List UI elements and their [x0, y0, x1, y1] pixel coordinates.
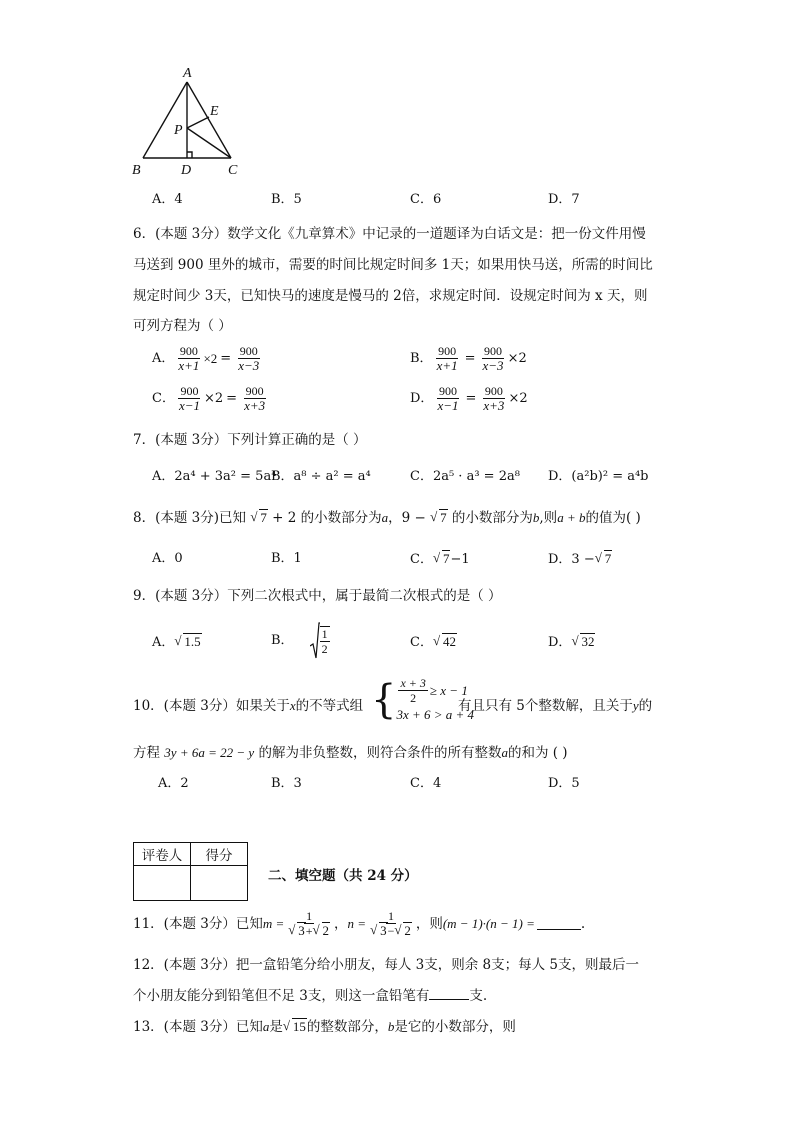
denominator: x−1 — [437, 398, 459, 413]
q10-option-b: B．3 — [271, 776, 302, 791]
sqrt — [433, 550, 451, 568]
numerator: x + 3 — [400, 676, 426, 690]
q10-line-1-tail — [458, 697, 652, 715]
sqrt — [283, 1018, 307, 1036]
numerator: 1 — [321, 627, 328, 641]
numerator: 900 — [179, 344, 198, 358]
var-b: b — [532, 510, 540, 525]
point-b-label: B — [132, 163, 141, 178]
operator: − — [387, 924, 395, 938]
q10-mid: 的不等式组 — [295, 698, 364, 714]
q10-equation: 3y + 6a = 22 − y — [164, 745, 255, 760]
sqrt — [430, 509, 448, 527]
section-title: 二、填空题（共 24 分） — [268, 868, 418, 884]
denominator: x+3 — [483, 398, 505, 413]
grader-header: 评卷人 — [134, 843, 191, 866]
inequality-2: 3x + 6 > a + 4 — [396, 707, 475, 722]
q12-line2-post: 支. — [469, 988, 488, 1004]
q9-option-d-label: D． — [548, 635, 572, 650]
q8-post: 的值为( ) — [585, 510, 641, 526]
q10-option-a: A．2 — [158, 776, 189, 791]
denominator: x−1 — [178, 398, 200, 413]
sqrt — [370, 924, 388, 938]
fraction — [481, 384, 506, 413]
comma: ， — [334, 915, 348, 932]
q6-option-d-label: D． — [410, 390, 434, 406]
fraction — [236, 344, 261, 373]
denominator: x+1 — [436, 358, 458, 373]
q8-option-a: A．0 — [152, 551, 183, 566]
q12-line-1: 12．(本题 3分）把一盒铅笔分给小朋友，每人 3支，则余 8支；每人 5支，则最后一 — [133, 957, 639, 973]
q6-line-3: 规定时间少 3天，已知快马的速度是慢马的 2倍，求规定时间．设规定时间为 x 天，则 — [133, 288, 648, 304]
q12-line-2 — [133, 987, 487, 1005]
q5-option-c: C．6 — [410, 192, 442, 207]
radicand: 3 — [380, 923, 387, 938]
sqrt — [250, 509, 268, 527]
answer-blank[interactable] — [429, 987, 469, 1000]
radicand: 7 — [260, 510, 267, 525]
numerator: 900 — [484, 344, 503, 358]
fraction-n — [368, 909, 414, 938]
denominator: x+1 — [178, 358, 200, 373]
var-a: a — [381, 510, 389, 525]
triangle-figure — [128, 62, 248, 182]
q8-option-c-label: C． — [410, 552, 433, 567]
q6-option-b-label: B． — [410, 350, 433, 366]
q9-option-c-label: C． — [410, 635, 433, 650]
radicand: 7 — [604, 551, 612, 566]
m-equals: m = — [262, 915, 285, 931]
q8-option-c-tail: −1 — [450, 552, 470, 567]
q12-line2-pre: 个小朋友能分到铅笔但不足 3支，则这一盒铅笔有 — [133, 988, 430, 1004]
numerator: 900 — [245, 384, 264, 398]
q11-post: ，则 — [415, 915, 443, 932]
q10-line2-pre: 方程 — [133, 745, 160, 761]
q8-mid2: ，9 − — [388, 510, 426, 526]
side-ac — [187, 82, 231, 158]
q8-option-b: B．1 — [271, 551, 302, 566]
fraction — [177, 384, 202, 413]
inequality-1-rest: ≥ x − 1 — [429, 682, 468, 698]
sqrt — [433, 633, 457, 651]
sqrt — [313, 924, 331, 938]
denominator: x−3 — [238, 358, 260, 373]
sqrt — [174, 633, 201, 651]
times-two: ×2 — [204, 390, 224, 406]
denominator — [286, 924, 332, 938]
q11-end: . — [580, 915, 586, 932]
equals: = — [220, 350, 232, 366]
q5-option-a: A．4 — [152, 192, 183, 207]
q10-line2-post: 的和为 ( ) — [507, 745, 568, 761]
q7-option-d: D．(a²b)² = a⁴b — [548, 469, 649, 484]
q11-expression: (m − 1)·(n − 1) = — [442, 915, 535, 931]
numerator: 900 — [438, 344, 457, 358]
sqrt — [595, 550, 613, 568]
q10-pre: 10．(本题 3分）如果关于 — [133, 698, 290, 714]
q9-option-a — [152, 633, 202, 652]
denominator: x−3 — [482, 358, 504, 373]
grader-score-table — [133, 842, 248, 901]
q6-option-a — [152, 344, 263, 373]
score-cell — [191, 866, 248, 901]
fraction — [242, 384, 267, 413]
q8-stem — [133, 509, 641, 527]
var-a: a — [262, 1019, 270, 1034]
right-angle-mark — [187, 152, 192, 158]
point-c-label: C — [228, 163, 238, 178]
n-equals: n = — [347, 915, 367, 931]
denominator: 2 — [321, 642, 328, 656]
fraction — [176, 344, 201, 373]
q5-option-d: D．7 — [548, 192, 580, 207]
answer-blank[interactable] — [537, 917, 581, 930]
fraction — [435, 384, 460, 413]
fraction — [398, 676, 427, 705]
numerator: 900 — [239, 344, 258, 358]
q8-option-d-label: D．3 − — [548, 552, 595, 567]
q13-pre: 13．(本题 3分）已知 — [133, 1019, 263, 1035]
q13-stem — [133, 1018, 516, 1036]
q7-stem: 7．(本题 3分）下列计算正确的是（ ） — [133, 432, 367, 448]
numerator: 1 — [387, 909, 394, 923]
radicand: 2 — [322, 923, 330, 938]
q10-post1: 有且只有 5个整数解，且关于 — [458, 698, 633, 714]
segment-pc — [187, 128, 231, 158]
q10-line2-mid: 的解为非负整数，则符合条件的所有整数 — [258, 745, 502, 761]
equals: = — [465, 390, 477, 406]
radicand: 32 — [581, 634, 595, 649]
q5-option-b: B．5 — [271, 192, 302, 207]
segment-pe — [187, 117, 209, 128]
radicand: 3 — [298, 923, 305, 938]
radicand: 7 — [442, 551, 450, 566]
q13-mid2: 的整数部分， — [306, 1019, 388, 1035]
q11-stem — [133, 909, 585, 938]
grader-cell — [134, 866, 191, 901]
q6-option-b — [410, 344, 527, 373]
sqrt — [288, 924, 306, 938]
q6-line-2: 马送到 900 里外的城市，需要的时间比规定时间多 1天；如果用快马送，所需的时间比 — [133, 257, 653, 273]
sqrt — [571, 633, 595, 651]
left-brace: { — [371, 676, 397, 723]
score-header: 得分 — [191, 843, 248, 866]
radicand: 1.5 — [184, 634, 201, 649]
times-two: ×2 — [507, 350, 527, 366]
q13-mid1: 是 — [269, 1019, 283, 1035]
point-d-label: D — [181, 163, 192, 178]
var-alpha: a — [501, 745, 508, 760]
numerator: 900 — [180, 384, 199, 398]
q10-post2: 的 — [638, 698, 653, 714]
denominator — [368, 924, 414, 938]
q9-option-d — [548, 633, 595, 652]
q7-option-b: B．a⁸ ÷ a² = a⁴ — [271, 469, 371, 484]
var-x: x — [289, 698, 296, 713]
q8-mid4: ,则 — [539, 510, 558, 526]
q8-mid3: 的小数部分为 — [451, 510, 533, 526]
fraction-m — [286, 909, 332, 938]
point-a-label: A — [183, 66, 192, 81]
q8-pre: 8．(本题 3分)已知 — [133, 510, 247, 526]
q6-line-4: 可列方程为（ ） — [133, 318, 232, 334]
denominator: 2 — [410, 691, 417, 705]
radicand: 7 — [440, 510, 447, 525]
q8-option-d — [548, 550, 612, 569]
point-p-label: P — [174, 123, 183, 138]
times-two: ×2 — [508, 390, 528, 406]
numerator: 900 — [484, 384, 503, 398]
q9-option-a-label: A． — [152, 635, 175, 650]
q6-line-1: 6．(本题 3分）数学文化《九章算术》中记录的一道题译为白话文是：把一份文件用慢 — [133, 226, 646, 242]
q10-option-c: C．4 — [410, 776, 442, 791]
point-e-label: E — [210, 104, 219, 119]
var-y: y — [632, 698, 639, 713]
radicand: 2 — [404, 923, 411, 938]
fraction — [435, 344, 460, 373]
q9-option-b-label: B． — [271, 633, 294, 648]
operator: + — [305, 924, 313, 938]
sqrt — [394, 924, 412, 938]
q6-option-c — [152, 384, 269, 413]
q8-option-c — [410, 550, 470, 569]
q7-option-a: A．2a⁴ + 3a² = 5a⁴ — [152, 469, 277, 484]
denominator: x+3 — [244, 398, 266, 413]
radicand: 42 — [442, 634, 456, 649]
q8-mid1: + 2 的小数部分为 — [272, 510, 382, 526]
q11-pre: 11．(本题 3分）已知 — [133, 915, 263, 932]
q7-option-c: C．2a⁵ · a³ = 2a⁸ — [410, 469, 520, 484]
q9-option-c — [410, 633, 457, 652]
q10-line-1 — [133, 697, 363, 715]
q10-line-2 — [133, 744, 568, 762]
q10-option-d: D．5 — [548, 776, 580, 791]
q9-option-b — [271, 622, 332, 660]
numerator: 1 — [306, 909, 313, 923]
sqrt-sign-large — [310, 622, 320, 660]
q6-option-c-label: C． — [152, 390, 175, 406]
q13-post: 是它的小数部分，则 — [394, 1019, 516, 1035]
fraction-half — [320, 626, 330, 656]
side-ab — [143, 82, 187, 158]
equals: = — [464, 350, 476, 366]
times-two: ×2 — [203, 350, 218, 366]
q6-option-d — [410, 384, 528, 413]
var-b: b — [387, 1019, 395, 1034]
numerator: 900 — [438, 384, 457, 398]
equals: = — [226, 390, 238, 406]
radicand: 15 — [292, 1019, 306, 1034]
fraction — [481, 344, 506, 373]
q9-stem: 9．(本题 3分）下列二次根式中，属于最简二次根式的是（ ） — [133, 588, 502, 604]
q6-option-a-label: A． — [152, 350, 175, 366]
expr-a-plus-b: a + b — [557, 510, 586, 525]
